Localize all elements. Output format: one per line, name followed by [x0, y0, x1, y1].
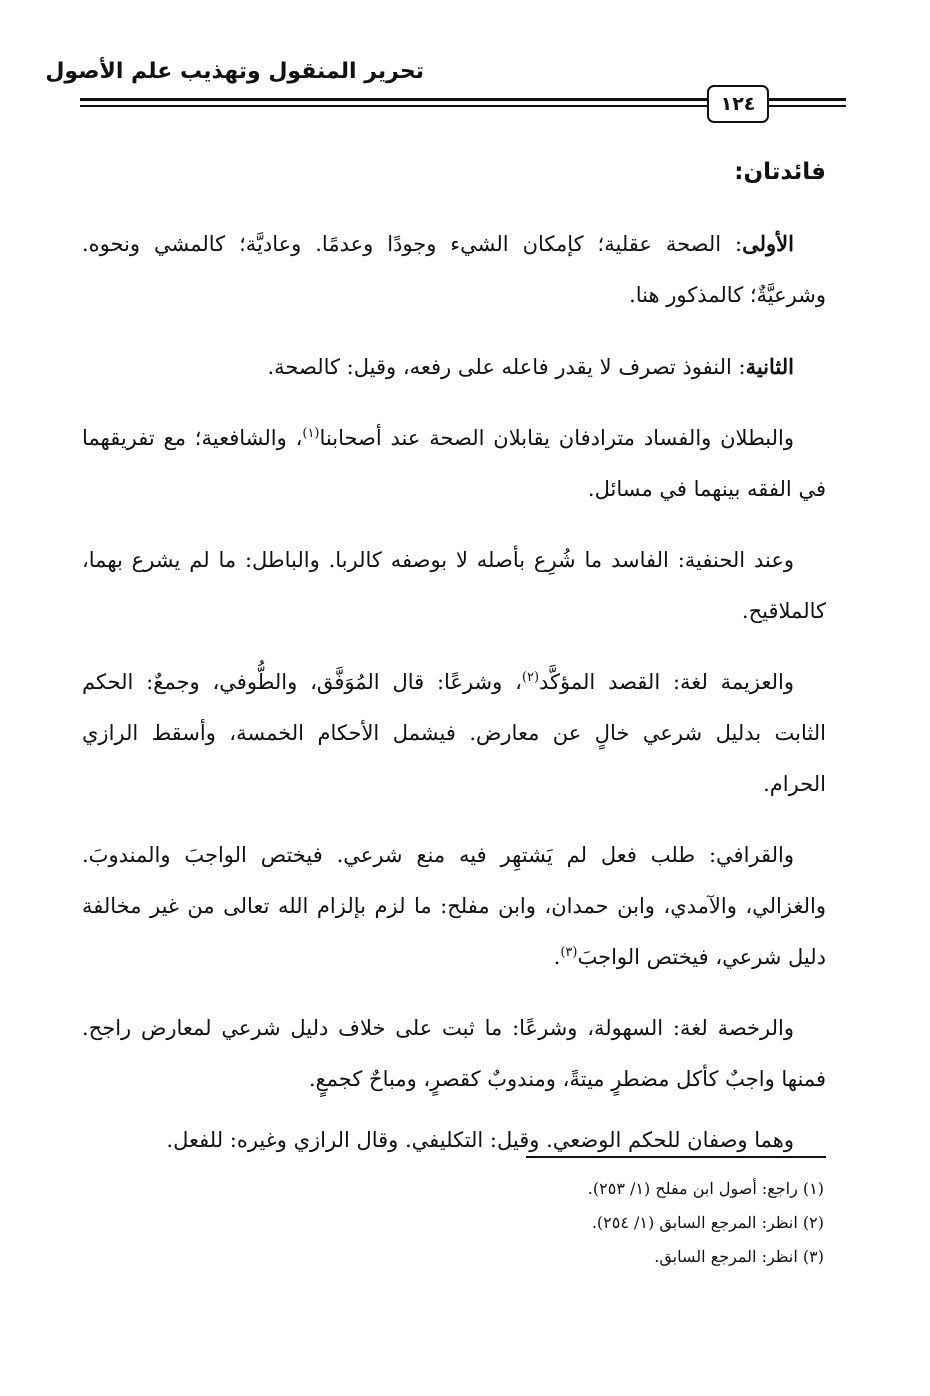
- paragraph-second-benefit: [82, 341, 826, 393]
- paragraph-rukhsa: [82, 1003, 826, 1105]
- paragraph-text: : الصحة عقلية؛ كإمكان الشيء وجودًا وعدمًا. وعاديَّة؛ كالمشي ونحوه. وشرعيَّةٌ؛ كالمذكور هنا.: [82, 232, 826, 307]
- paragraph-text: ، وشرعًا: قال المُوَفَّق، والطُّوفي، وجمعٌ: الحكم الثابت بدليل شرعي خالٍ عن معارض. فيشمل الأحكام الخمسة، وأسقط الرازي الحرام.: [82, 670, 826, 796]
- section-heading: فائدتان:: [734, 159, 826, 185]
- footnotes: [420, 1172, 824, 1274]
- paragraph-text: والبطلان والفساد مترادفان يقابلان الصحة عند أصحابنا: [319, 426, 795, 450]
- paragraph-text: ، والشافعية؛ مع تفريقهما في الفقه بينهما في مسائل.: [82, 426, 826, 501]
- main-text: [82, 148, 826, 1186]
- paragraph-text: والرخصة لغة: السهولة، وشرعًا: ما ثبت على خلاف دليل شرعي لمعارض راجح. فمنها واجبٌ كأكل مضطرٍ ميتةً، ومندوبٌ كقصرٍ، ومباحٌ كجمعٍ.: [82, 1016, 826, 1091]
- paragraph-lead: الثانية: [745, 354, 794, 379]
- paragraph-text: .: [553, 945, 561, 969]
- paragraph-wad: [82, 1115, 826, 1166]
- paragraph-azima: [82, 657, 826, 810]
- paragraph-lead: الأولى: [742, 231, 794, 256]
- book-title: تحرير المنقول وتهذيب علم الأصول: [45, 59, 424, 84]
- paragraph-text: وعند الحنفية: الفاسد ما شُرِع بأصله لا بوصفه كالربا. والباطل: ما لم يشرع بهما، كالملاقيح.: [82, 548, 826, 623]
- footnote-item: (٣) انظر: المرجع السابق.: [654, 1247, 824, 1266]
- paragraph-qarafi: [82, 830, 826, 983]
- footnote-marker: (٣): [560, 945, 578, 960]
- footnote-marker: (١): [302, 426, 320, 441]
- paragraph-text: وهما وصفان للحكم الوضعي. وقيل: التكليفي. وقال الرازي وغيره: للفعل.: [166, 1128, 794, 1152]
- footnote-item: (١) راجع: أصول ابن مفلح (١/ ٢٥٣).: [587, 1179, 824, 1198]
- paragraph-nullity: [82, 413, 826, 515]
- footnote-divider: [526, 1156, 826, 1158]
- paragraph-text: والقرافي: طلب فعل لم يَشتهِر فيه منع شرعي. فيختص الواجبَ والمندوبَ. والغزالي، والآمدي، وابن حمدان، وابن مفلح: ما لزم بإلزام الله تعالى من غير مخالفة دليل شرعي، فيختص الواجبَ: [82, 843, 826, 969]
- footnote-item: (٢) انظر: المرجع السابق (١/ ٢٥٤).: [591, 1213, 824, 1232]
- paragraph-first-benefit: [82, 218, 826, 321]
- paragraph-text: : النفوذ تصرف لا يقدر فاعله على رفعه، وقيل: كالصحة.: [267, 355, 746, 379]
- paragraph-hanafi: [82, 535, 826, 637]
- page-number: ١٢٤: [707, 85, 769, 123]
- paragraph-text: والعزيمة لغة: القصد المؤكَّد: [539, 670, 794, 694]
- footnote-marker: (٢): [521, 670, 540, 685]
